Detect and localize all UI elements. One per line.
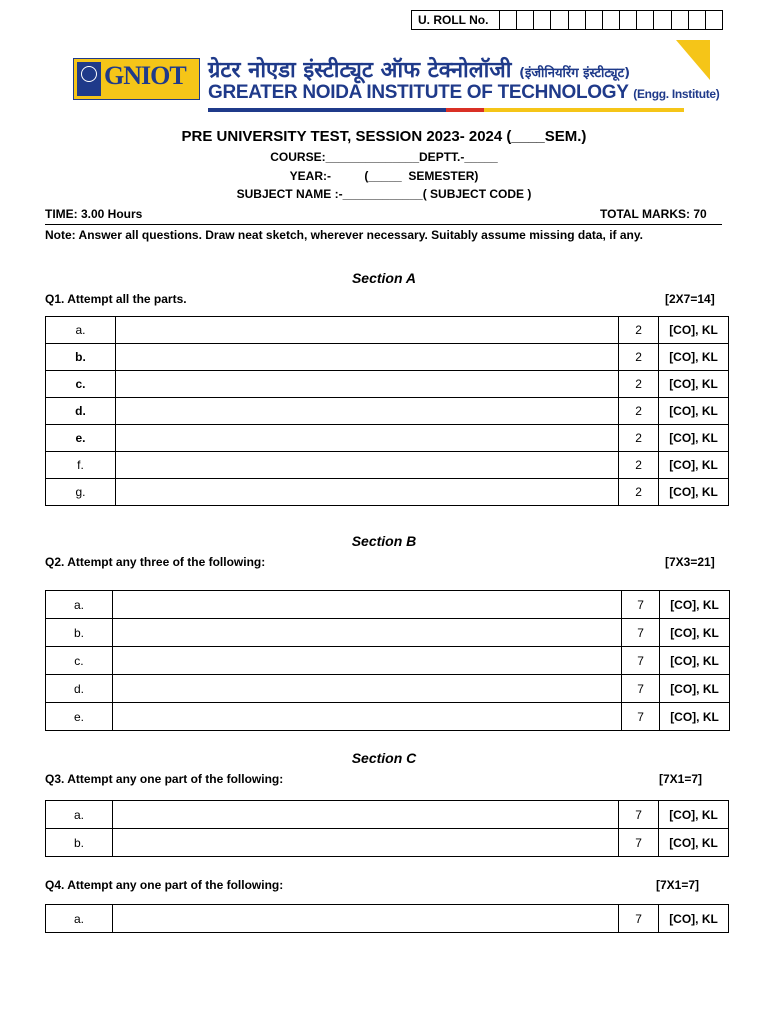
q1-instruction: Q1. Attempt all the parts.: [45, 292, 187, 306]
table-row: [46, 591, 730, 619]
roll-cell: [517, 11, 534, 29]
part-marks: 2: [619, 452, 659, 479]
exam-note: Note: Answer all questions. Draw neat sketch, wherever necessary. Suitably assume missing data, if any.: [45, 228, 643, 242]
part-label: a.: [46, 591, 113, 619]
question-cell: [115, 371, 618, 398]
part-co: [CO], KL: [659, 425, 729, 452]
institute-subtitle: (Engg. Institute): [633, 87, 720, 101]
table-row: [46, 905, 729, 933]
q4-table: [45, 904, 729, 933]
part-label: c.: [46, 371, 116, 398]
part-marks: 7: [619, 801, 659, 829]
part-co: [CO], KL: [660, 591, 730, 619]
roll-cell: [689, 11, 706, 29]
institute-name-text: GREATER NOIDA INSTITUTE OF TECHNOLOGY: [208, 82, 629, 103]
roll-cell: [620, 11, 637, 29]
part-label: b.: [46, 619, 113, 647]
part-label: a.: [46, 905, 113, 933]
table-row: [46, 317, 729, 344]
q2-marks: [7X3=21]: [665, 555, 715, 569]
question-cell: [112, 591, 621, 619]
table-row: [46, 619, 730, 647]
q3-marks: [7X1=7]: [659, 772, 703, 786]
question-cell: [112, 905, 618, 933]
hindi-subtitle: (इंजीनियरिंग इंस्टीट्यूट): [519, 66, 631, 81]
part-co: [CO], KL: [659, 398, 729, 425]
q4-marks: [7X1=7]: [656, 878, 700, 892]
part-co: [CO], KL: [659, 479, 729, 506]
part-label: d.: [46, 398, 116, 425]
part-marks: 2: [619, 398, 659, 425]
part-label: a.: [46, 801, 113, 829]
subject-line: SUBJECT NAME :-____________( SUBJECT CODE ): [236, 187, 532, 201]
roll-cell: [500, 11, 517, 29]
table-row: [46, 398, 729, 425]
part-marks: 2: [619, 317, 659, 344]
section-a-title: Section A: [351, 270, 417, 286]
table-row: [46, 371, 729, 398]
roll-cell: [551, 11, 568, 29]
part-label: a.: [46, 317, 116, 344]
year-line: YEAR:- (_____ SEMESTER): [289, 169, 479, 183]
question-cell: [115, 398, 618, 425]
roll-cell: [637, 11, 654, 29]
institute-name-hindi: [208, 54, 630, 84]
part-marks: 7: [622, 591, 660, 619]
hindi-name: ग्रेटर नोएडा इंस्टीट्यूट ऑफ टेक्नोलॉजी: [208, 58, 512, 83]
q2-instruction: Q2. Attempt any three of the following:: [45, 555, 266, 569]
table-row: [46, 425, 729, 452]
table-row: [46, 703, 730, 731]
seal-icon: [77, 62, 101, 96]
roll-cell: [603, 11, 620, 29]
q3-table: [45, 800, 729, 857]
roll-cell: [706, 11, 722, 29]
part-co: [CO], KL: [659, 317, 729, 344]
part-co: [CO], KL: [659, 905, 729, 933]
institute-name: [208, 82, 719, 104]
table-row: [46, 675, 730, 703]
q4-instruction: Q4. Attempt any one part of the following:: [45, 878, 284, 892]
part-marks: 2: [619, 479, 659, 506]
roll-cell: [569, 11, 586, 29]
question-cell: [115, 479, 618, 506]
institute-logo: [73, 58, 200, 100]
part-co: [CO], KL: [660, 619, 730, 647]
part-label: e.: [46, 425, 116, 452]
part-marks: 7: [622, 703, 660, 731]
total-marks: TOTAL MARKS: 70: [600, 207, 707, 221]
part-label: b.: [46, 829, 113, 857]
question-cell: [112, 801, 618, 829]
part-marks: 2: [619, 344, 659, 371]
part-marks: 7: [622, 675, 660, 703]
roll-number-label: U. ROLL No.: [412, 11, 500, 29]
part-marks: 7: [622, 619, 660, 647]
logo-text: GNIOT: [104, 61, 186, 90]
divider: [45, 224, 722, 225]
header-stripe-red: [446, 108, 484, 112]
question-cell: [112, 619, 621, 647]
section-c-title: Section C: [351, 750, 417, 766]
table-row: [46, 479, 729, 506]
part-co: [CO], KL: [659, 829, 729, 857]
part-co: [CO], KL: [659, 344, 729, 371]
part-co: [CO], KL: [660, 675, 730, 703]
question-cell: [112, 647, 621, 675]
q1-marks: [2X7=14]: [665, 292, 715, 306]
roll-number-cells: [500, 11, 722, 29]
part-co: [CO], KL: [660, 703, 730, 731]
q3-instruction: Q3. Attempt any one part of the following:: [45, 772, 284, 786]
question-cell: [115, 452, 618, 479]
part-label: g.: [46, 479, 116, 506]
table-row: [46, 647, 730, 675]
corner-decoration: [676, 40, 710, 80]
roll-cell: [654, 11, 671, 29]
exam-time: TIME: 3.00 Hours: [45, 207, 143, 221]
question-cell: [112, 675, 621, 703]
part-marks: 2: [619, 425, 659, 452]
q2-table: [45, 590, 730, 731]
question-cell: [112, 703, 621, 731]
part-co: [CO], KL: [659, 452, 729, 479]
part-marks: 2: [619, 371, 659, 398]
question-cell: [115, 344, 618, 371]
part-label: e.: [46, 703, 113, 731]
roll-cell: [534, 11, 551, 29]
part-co: [CO], KL: [659, 371, 729, 398]
table-row: [46, 344, 729, 371]
section-b-title: Section B: [351, 533, 417, 549]
part-co: [CO], KL: [659, 801, 729, 829]
part-co: [CO], KL: [660, 647, 730, 675]
part-marks: 7: [619, 829, 659, 857]
roll-cell: [586, 11, 603, 29]
part-label: f.: [46, 452, 116, 479]
question-cell: [115, 425, 618, 452]
header-stripe-yellow: [484, 108, 684, 112]
table-row: [46, 452, 729, 479]
q1-table: [45, 316, 729, 506]
part-marks: 7: [619, 905, 659, 933]
course-line: COURSE:______________DEPTT.-_____: [270, 150, 498, 164]
question-cell: [115, 317, 618, 344]
question-cell: [112, 829, 618, 857]
roll-number-box: [411, 10, 723, 30]
table-row: [46, 801, 729, 829]
roll-cell: [672, 11, 689, 29]
part-label: b.: [46, 344, 116, 371]
header-stripe-blue: [208, 108, 446, 112]
part-label: d.: [46, 675, 113, 703]
part-marks: 7: [622, 647, 660, 675]
table-row: [46, 829, 729, 857]
exam-title: PRE UNIVERSITY TEST, SESSION 2023- 2024 (____SEM.): [181, 128, 587, 145]
part-label: c.: [46, 647, 113, 675]
